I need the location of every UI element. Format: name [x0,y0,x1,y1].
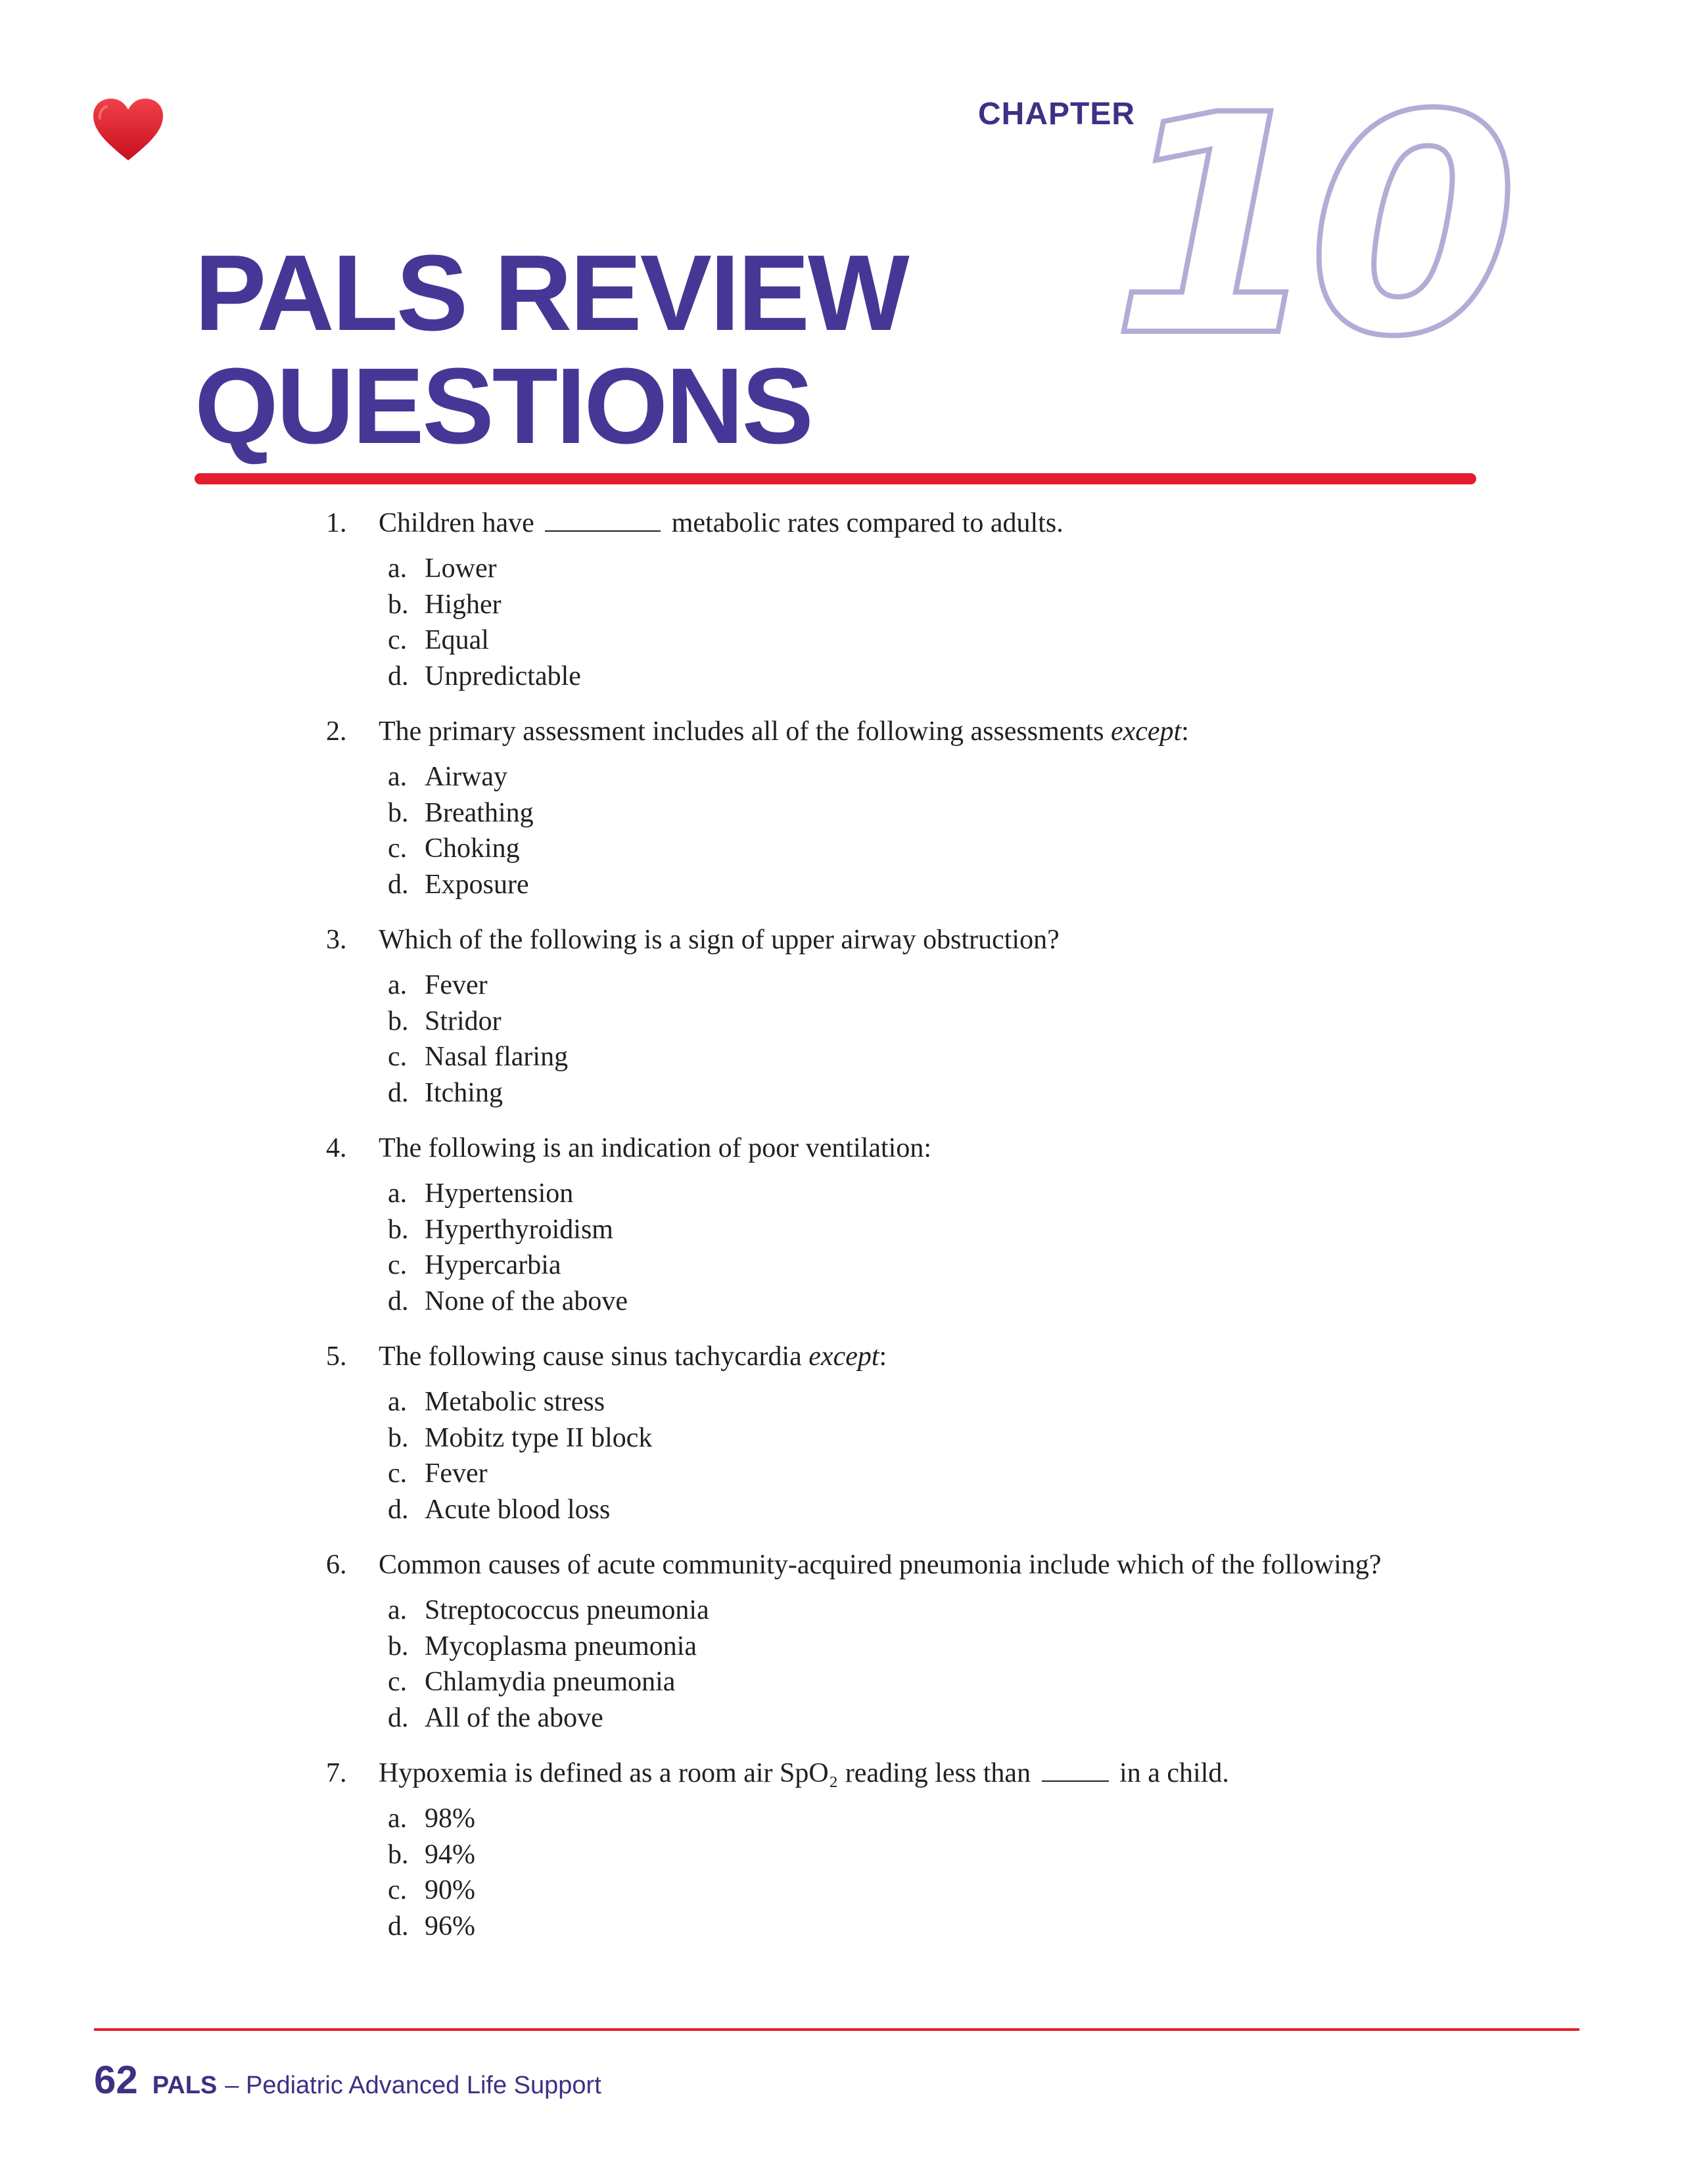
question-text [379,1755,1483,1792]
answer-letter: a. [388,553,408,584]
answer-list [388,1176,1483,1319]
answer-letter: d. [388,1077,409,1108]
answer-text: Stridor [425,1006,502,1036]
question-text-pre: Common causes of acute community-acquired pneumonia include which of the following? [379,1550,1382,1580]
answer-letter: b. [388,1214,409,1245]
answer-text: Hypercarbia [425,1250,561,1280]
answer-text: Higher [425,589,502,620]
answer-option [388,1664,1483,1700]
answer-option [388,1492,1483,1528]
question-text [379,1338,1483,1375]
question-number: 2. [326,716,347,747]
answer-text: Fever [425,970,488,1000]
question-stem [326,921,1483,958]
answer-list [388,1801,1483,1944]
answer-text: Airway [425,762,507,792]
question-text [379,1130,1483,1167]
answer-letter: a. [388,1387,408,1417]
answer-letter: a. [388,970,408,1000]
page-footer [94,2057,601,2103]
question-text-post: : [1181,716,1189,747]
question-number: 1. [326,508,347,538]
page-title [195,233,908,466]
footer-brand: PALS [152,2072,218,2099]
answer-text: Chlamydia pneumonia [425,1667,676,1697]
answer-text: Itching [425,1077,503,1108]
answer-letter: a. [388,1803,408,1834]
question-item [326,1338,1483,1527]
answer-option [388,1039,1483,1075]
answer-letter: d. [388,869,409,900]
answer-letter: c. [388,1042,408,1072]
question-text [379,505,1483,542]
question-number: 6. [326,1550,347,1580]
question-text-post: in a child. [1119,1758,1229,1788]
answer-option [388,1801,1483,1837]
answer-option [388,831,1483,867]
question-stem [326,1546,1483,1583]
footer-divider [94,2028,1579,2031]
answer-option [388,867,1483,903]
answer-text: Equal [425,625,489,655]
answer-text: 96% [425,1911,475,1941]
answer-text: Breathing [425,797,534,828]
answer-letter: a. [388,1178,408,1209]
answer-text: Exposure [425,869,529,900]
answer-option [388,551,1483,587]
answer-option [388,1837,1483,1873]
answer-text: 94% [425,1839,475,1870]
answer-text: Metabolic stress [425,1387,605,1417]
answer-text: 98% [425,1803,475,1834]
question-stem [326,1338,1483,1375]
question-number: 5. [326,1341,347,1372]
answer-text: Streptococcus pneumonia [425,1595,709,1625]
answer-letter: a. [388,762,408,792]
answer-letter: d. [388,1286,409,1316]
question-emphasis: except [808,1341,879,1372]
answer-letter: b. [388,1839,409,1870]
answer-text: Mobitz type II block [425,1422,653,1453]
answer-letter: d. [388,1702,409,1733]
question-text-post: metabolic rates compared to adults. [671,508,1063,538]
question-text-pre: Children have [379,508,534,538]
answer-option [388,587,1483,623]
question-text-pre: Which of the following is a sign of upper airway obstruction? [379,925,1060,955]
question-text [379,921,1483,958]
page-number: 62 [94,2058,138,2102]
answer-option [388,1420,1483,1456]
answer-text: None of the above [425,1286,628,1316]
question-emphasis: except [1110,716,1182,747]
answer-letter: b. [388,1422,409,1453]
answer-list [388,1592,1483,1736]
answer-letter: d. [388,1494,409,1525]
answer-text: All of the above [425,1702,603,1733]
answer-option [388,659,1483,695]
question-number: 7. [326,1758,347,1788]
answer-text: 90% [425,1875,475,1905]
question-text-pre: Hypoxemia is defined as a room air SpO₂ reading less than [379,1758,1031,1788]
chapter-label: CHAPTER [978,97,1136,131]
answer-option [388,1592,1483,1629]
answer-text: Hypertension [425,1178,574,1209]
footer-subtitle: – Pediatric Advanced Life Support [225,2072,601,2099]
question-text [379,1546,1483,1583]
answer-letter: b. [388,797,409,828]
question-item [326,505,1483,694]
answer-option [388,759,1483,795]
answer-text: Nasal flaring [425,1042,569,1072]
question-stem [326,1130,1483,1167]
answer-letter: a. [388,1595,408,1625]
answer-option [388,1629,1483,1665]
page-title-line-2: QUESTIONS [195,346,812,466]
answer-option [388,622,1483,659]
answer-option [388,1384,1483,1420]
answer-letter: b. [388,1631,409,1661]
answer-text: Unpredictable [425,661,581,691]
question-text-pre: The primary assessment includes all of the following assessments [379,716,1104,747]
answer-letter: d. [388,1911,409,1941]
question-item [326,1130,1483,1319]
question-text-post: : [879,1341,887,1372]
answer-list [388,759,1483,902]
question-list [326,505,1483,1963]
answer-text: Mycoplasma pneumonia [425,1631,697,1661]
answer-option [388,1004,1483,1040]
answer-list [388,1384,1483,1527]
answer-option [388,1075,1483,1111]
answer-list [388,967,1483,1111]
question-number: 4. [326,1133,347,1163]
answer-text: Hyperthyroidism [425,1214,613,1245]
answer-letter: b. [388,1006,409,1036]
answer-text: Lower [425,553,497,584]
answer-letter: c. [388,833,408,864]
answer-option [388,967,1483,1004]
answer-option [388,1284,1483,1320]
question-text-pre: The following is an indication of poor ventilation: [379,1133,932,1163]
answer-option [388,1909,1483,1945]
answer-letter: c. [388,1875,408,1905]
answer-option [388,1700,1483,1736]
answer-text: Fever [425,1458,488,1489]
question-item [326,921,1483,1111]
answer-letter: c. [388,1250,408,1280]
question-stem [326,713,1483,750]
chapter-number: 10 [1111,51,1506,403]
heart-icon [92,97,164,163]
answer-option [388,795,1483,831]
answer-option [388,1247,1483,1284]
question-item [326,1755,1483,1944]
answer-list [388,551,1483,694]
answer-option [388,1456,1483,1492]
answer-text: Choking [425,833,520,864]
question-stem [326,1755,1483,1792]
answer-letter: c. [388,1458,408,1489]
question-text [379,713,1483,750]
answer-letter: c. [388,625,408,655]
question-item [326,1546,1483,1736]
answer-option [388,1872,1483,1909]
fill-in-blank [545,507,661,532]
question-number: 3. [326,925,347,955]
title-divider [195,473,1476,484]
question-stem [326,505,1483,542]
answer-option [388,1176,1483,1212]
question-item [326,713,1483,902]
answer-letter: c. [388,1667,408,1697]
answer-letter: b. [388,589,409,620]
page-title-line-1: PALS REVIEW [195,233,908,353]
answer-option [388,1212,1483,1248]
fill-in-blank [1042,1757,1109,1782]
answer-text: Acute blood loss [425,1494,611,1525]
question-text-pre: The following cause sinus tachycardia [379,1341,802,1372]
answer-letter: d. [388,661,409,691]
